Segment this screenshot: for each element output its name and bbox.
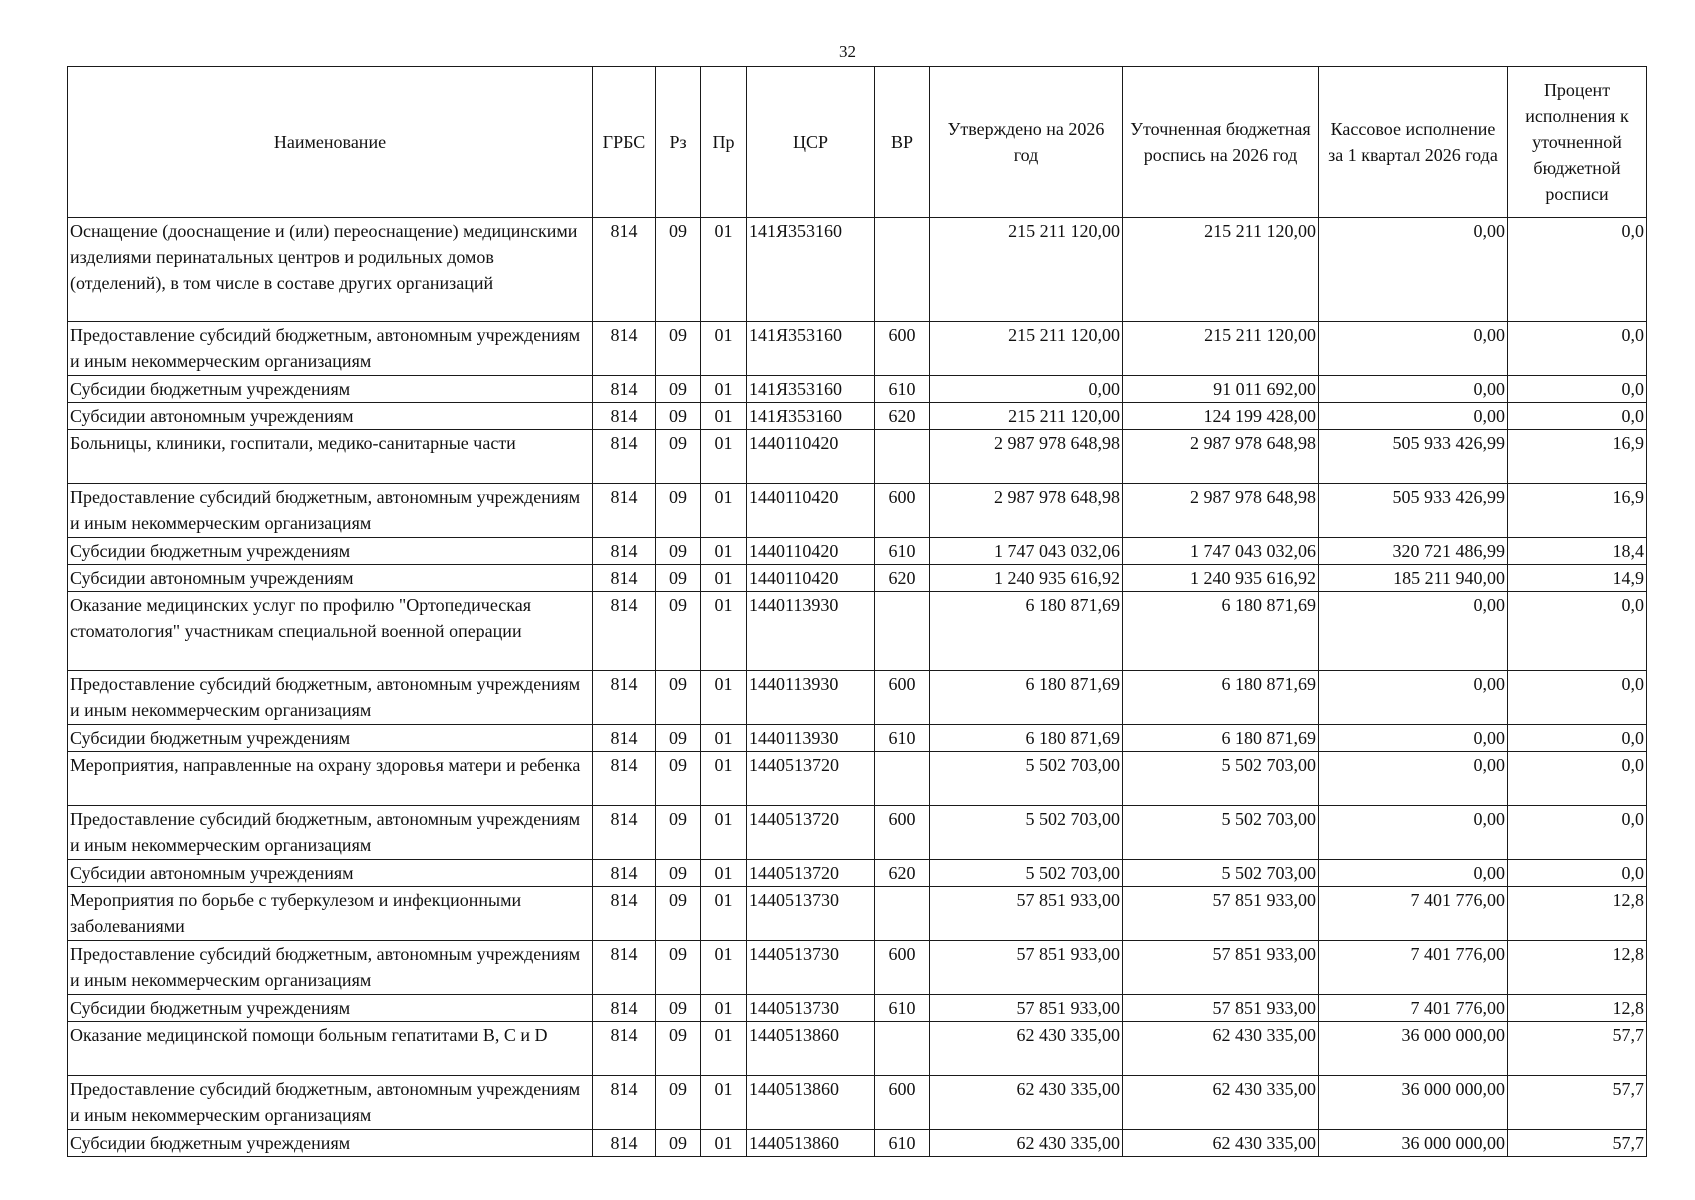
cell-csr: 141Я353160: [747, 403, 875, 430]
cell-csr: 1440113930: [747, 725, 875, 752]
cell-grbs: 814: [593, 592, 656, 671]
cell-csr: 1440513720: [747, 860, 875, 887]
cell-name: Субсидии бюджетным учреждениям: [68, 538, 593, 565]
cell-cash-execution: 36 000 000,00: [1319, 1022, 1508, 1076]
cell-csr: 1440513730: [747, 995, 875, 1022]
table-row: [68, 1022, 1647, 1076]
cell-csr: 1440110420: [747, 565, 875, 592]
cell-vr: [875, 1022, 930, 1076]
cell-refined: 62 430 335,00: [1123, 1022, 1319, 1076]
table-row: [68, 725, 1647, 752]
table-row: [68, 430, 1647, 484]
cell-pr: 01: [701, 538, 747, 565]
cell-percent: 0,0: [1508, 860, 1647, 887]
cell-cash-execution: 505 933 426,99: [1319, 484, 1508, 538]
cell-name: Оказание медицинской помощи больным гепатитами B, C и D: [68, 1022, 593, 1076]
cell-name: Оказание медицинских услуг по профилю "Ортопедическая стоматология" участникам специальной военной операции: [68, 592, 593, 671]
cell-percent: 0,0: [1508, 322, 1647, 376]
cell-percent: 12,8: [1508, 995, 1647, 1022]
cell-cash-execution: 7 401 776,00: [1319, 887, 1508, 941]
cell-name: Предоставление субсидий бюджетным, автономным учреждениям и иным некоммерческим организациям: [68, 322, 593, 376]
cell-rz: 09: [656, 403, 701, 430]
cell-cash-execution: 0,00: [1319, 671, 1508, 725]
cell-approved: 2 987 978 648,98: [930, 430, 1123, 484]
cell-grbs: 814: [593, 1022, 656, 1076]
cell-vr: 610: [875, 538, 930, 565]
cell-name: Предоставление субсидий бюджетным, автономным учреждениям и иным некоммерческим организациям: [68, 671, 593, 725]
cell-pr: 01: [701, 1076, 747, 1130]
col-header-vr: ВР: [875, 67, 930, 218]
cell-vr: 600: [875, 941, 930, 995]
table-row: [68, 1130, 1647, 1157]
cell-cash-execution: 36 000 000,00: [1319, 1130, 1508, 1157]
cell-percent: 0,0: [1508, 725, 1647, 752]
cell-grbs: 814: [593, 860, 656, 887]
cell-percent: 12,8: [1508, 887, 1647, 941]
cell-pr: 01: [701, 592, 747, 671]
cell-percent: 0,0: [1508, 671, 1647, 725]
col-header-name: Наименование: [68, 67, 593, 218]
cell-cash-execution: 7 401 776,00: [1319, 995, 1508, 1022]
cell-pr: 01: [701, 752, 747, 806]
cell-grbs: 814: [593, 806, 656, 860]
cell-cash-execution: 0,00: [1319, 322, 1508, 376]
cell-rz: 09: [656, 322, 701, 376]
cell-refined: 62 430 335,00: [1123, 1130, 1319, 1157]
cell-rz: 09: [656, 565, 701, 592]
cell-approved: 57 851 933,00: [930, 995, 1123, 1022]
cell-percent: 0,0: [1508, 218, 1647, 322]
col-header-pr: Пр: [701, 67, 747, 218]
table-row: [68, 995, 1647, 1022]
cell-csr: 141Я353160: [747, 322, 875, 376]
cell-csr: 141Я353160: [747, 376, 875, 403]
table-body: [68, 218, 1647, 1157]
table-row: [68, 322, 1647, 376]
cell-vr: 600: [875, 484, 930, 538]
cell-refined: 62 430 335,00: [1123, 1076, 1319, 1130]
cell-percent: 16,9: [1508, 430, 1647, 484]
cell-percent: 57,7: [1508, 1022, 1647, 1076]
cell-vr: 600: [875, 1076, 930, 1130]
cell-rz: 09: [656, 671, 701, 725]
table-row: [68, 1076, 1647, 1130]
cell-pr: 01: [701, 1130, 747, 1157]
cell-grbs: 814: [593, 218, 656, 322]
cell-percent: 0,0: [1508, 403, 1647, 430]
table-row: [68, 806, 1647, 860]
cell-csr: 1440110420: [747, 484, 875, 538]
cell-grbs: 814: [593, 403, 656, 430]
cell-grbs: 814: [593, 887, 656, 941]
cell-rz: 09: [656, 995, 701, 1022]
cell-refined: 6 180 871,69: [1123, 592, 1319, 671]
cell-pr: 01: [701, 484, 747, 538]
cell-approved: 57 851 933,00: [930, 941, 1123, 995]
cell-refined: 6 180 871,69: [1123, 725, 1319, 752]
col-header-approved: Утверждено на 2026 год: [930, 67, 1123, 218]
cell-grbs: 814: [593, 376, 656, 403]
cell-csr: 1440513730: [747, 887, 875, 941]
cell-csr: 1440513860: [747, 1022, 875, 1076]
cell-csr: 1440513720: [747, 752, 875, 806]
cell-pr: 01: [701, 403, 747, 430]
cell-vr: 610: [875, 995, 930, 1022]
table-row: [68, 592, 1647, 671]
cell-grbs: 814: [593, 725, 656, 752]
cell-rz: 09: [656, 1076, 701, 1130]
cell-percent: 0,0: [1508, 592, 1647, 671]
cell-approved: 1 747 043 032,06: [930, 538, 1123, 565]
cell-vr: [875, 887, 930, 941]
cell-pr: 01: [701, 565, 747, 592]
cell-name: Предоставление субсидий бюджетным, автономным учреждениям и иным некоммерческим организациям: [68, 806, 593, 860]
cell-refined: 1 747 043 032,06: [1123, 538, 1319, 565]
cell-grbs: 814: [593, 430, 656, 484]
cell-csr: 1440113930: [747, 671, 875, 725]
col-header-rz: Рз: [656, 67, 701, 218]
cell-name: Оснащение (дооснащение и (или) переоснащение) медицинскими изделиями перинатальных центров и родильных домов (отделений), в том числе в составе других организаций: [68, 218, 593, 322]
cell-cash-execution: 505 933 426,99: [1319, 430, 1508, 484]
cell-approved: 62 430 335,00: [930, 1022, 1123, 1076]
cell-grbs: 814: [593, 752, 656, 806]
cell-percent: 14,9: [1508, 565, 1647, 592]
cell-approved: 5 502 703,00: [930, 860, 1123, 887]
cell-cash-execution: 0,00: [1319, 592, 1508, 671]
budget-execution-table: [67, 66, 1647, 1157]
cell-name: Субсидии бюджетным учреждениям: [68, 995, 593, 1022]
cell-rz: 09: [656, 806, 701, 860]
cell-pr: 01: [701, 376, 747, 403]
cell-percent: 57,7: [1508, 1130, 1647, 1157]
cell-vr: 610: [875, 1130, 930, 1157]
cell-grbs: 814: [593, 941, 656, 995]
cell-percent: 16,9: [1508, 484, 1647, 538]
cell-rz: 09: [656, 752, 701, 806]
cell-vr: [875, 752, 930, 806]
cell-approved: 62 430 335,00: [930, 1076, 1123, 1130]
cell-approved: 5 502 703,00: [930, 752, 1123, 806]
cell-cash-execution: 7 401 776,00: [1319, 941, 1508, 995]
cell-refined: 215 211 120,00: [1123, 218, 1319, 322]
cell-cash-execution: 320 721 486,99: [1319, 538, 1508, 565]
cell-grbs: 814: [593, 322, 656, 376]
cell-cash-execution: 0,00: [1319, 806, 1508, 860]
cell-approved: 2 987 978 648,98: [930, 484, 1123, 538]
table-row: [68, 941, 1647, 995]
cell-rz: 09: [656, 538, 701, 565]
page-number: 32: [839, 42, 856, 61]
cell-vr: 620: [875, 860, 930, 887]
cell-rz: 09: [656, 376, 701, 403]
cell-csr: 1440513860: [747, 1130, 875, 1157]
cell-approved: 215 211 120,00: [930, 322, 1123, 376]
cell-vr: 600: [875, 322, 930, 376]
cell-approved: 62 430 335,00: [930, 1130, 1123, 1157]
table-header-row: [68, 67, 1647, 218]
cell-vr: [875, 592, 930, 671]
cell-name: Больницы, клиники, госпитали, медико-санитарные части: [68, 430, 593, 484]
cell-pr: 01: [701, 806, 747, 860]
cell-pr: 01: [701, 995, 747, 1022]
table-row: [68, 376, 1647, 403]
cell-refined: 57 851 933,00: [1123, 887, 1319, 941]
cell-name: Субсидии бюджетным учреждениям: [68, 376, 593, 403]
cell-cash-execution: 36 000 000,00: [1319, 1076, 1508, 1130]
cell-rz: 09: [656, 430, 701, 484]
cell-refined: 91 011 692,00: [1123, 376, 1319, 403]
cell-name: Субсидии бюджетным учреждениям: [68, 1130, 593, 1157]
cell-grbs: 814: [593, 995, 656, 1022]
cell-rz: 09: [656, 725, 701, 752]
cell-pr: 01: [701, 218, 747, 322]
table-row: [68, 218, 1647, 322]
cell-cash-execution: 0,00: [1319, 403, 1508, 430]
cell-approved: 1 240 935 616,92: [930, 565, 1123, 592]
cell-cash-execution: 0,00: [1319, 752, 1508, 806]
cell-refined: 2 987 978 648,98: [1123, 430, 1319, 484]
cell-pr: 01: [701, 430, 747, 484]
cell-approved: 6 180 871,69: [930, 671, 1123, 725]
cell-rz: 09: [656, 484, 701, 538]
col-header-percent: Процент исполнения к уточненной бюджетной росписи: [1508, 67, 1647, 218]
cell-cash-execution: 0,00: [1319, 376, 1508, 403]
cell-name: Предоставление субсидий бюджетным, автономным учреждениям и иным некоммерческим организациям: [68, 941, 593, 995]
cell-rz: 09: [656, 1130, 701, 1157]
cell-approved: 5 502 703,00: [930, 806, 1123, 860]
cell-vr: 610: [875, 376, 930, 403]
cell-name: Предоставление субсидий бюджетным, автономным учреждениям и иным некоммерческим организациям: [68, 1076, 593, 1130]
cell-grbs: 814: [593, 484, 656, 538]
cell-cash-execution: 0,00: [1319, 218, 1508, 322]
cell-pr: 01: [701, 1022, 747, 1076]
cell-name: Мероприятия, направленные на охрану здоровья матери и ребенка: [68, 752, 593, 806]
cell-approved: 215 211 120,00: [930, 403, 1123, 430]
cell-grbs: 814: [593, 671, 656, 725]
cell-refined: 1 240 935 616,92: [1123, 565, 1319, 592]
table-row: [68, 538, 1647, 565]
cell-pr: 01: [701, 860, 747, 887]
col-header-cash-execution: Кассовое исполнение за 1 квартал 2026 года: [1319, 67, 1508, 218]
cell-percent: 0,0: [1508, 752, 1647, 806]
table-row: [68, 887, 1647, 941]
cell-name: Субсидии автономным учреждениям: [68, 403, 593, 430]
table-row: [68, 565, 1647, 592]
cell-approved: 6 180 871,69: [930, 725, 1123, 752]
cell-approved: 6 180 871,69: [930, 592, 1123, 671]
cell-grbs: 814: [593, 538, 656, 565]
cell-vr: [875, 218, 930, 322]
cell-cash-execution: 0,00: [1319, 860, 1508, 887]
table-row: [68, 671, 1647, 725]
cell-vr: 620: [875, 565, 930, 592]
cell-approved: 215 211 120,00: [930, 218, 1123, 322]
cell-refined: 57 851 933,00: [1123, 995, 1319, 1022]
cell-pr: 01: [701, 671, 747, 725]
cell-refined: 2 987 978 648,98: [1123, 484, 1319, 538]
cell-refined: 5 502 703,00: [1123, 806, 1319, 860]
cell-name: Мероприятия по борьбе с туберкулезом и инфекционными заболеваниями: [68, 887, 593, 941]
cell-vr: 610: [875, 725, 930, 752]
cell-refined: 5 502 703,00: [1123, 752, 1319, 806]
cell-refined: 124 199 428,00: [1123, 403, 1319, 430]
cell-csr: 1440513730: [747, 941, 875, 995]
table-row: [68, 484, 1647, 538]
cell-approved: 0,00: [930, 376, 1123, 403]
cell-percent: 12,8: [1508, 941, 1647, 995]
cell-refined: 215 211 120,00: [1123, 322, 1319, 376]
cell-vr: 600: [875, 671, 930, 725]
col-header-csr: ЦСР: [747, 67, 875, 218]
cell-csr: 1440110420: [747, 430, 875, 484]
cell-approved: 57 851 933,00: [930, 887, 1123, 941]
cell-rz: 09: [656, 860, 701, 887]
cell-pr: 01: [701, 322, 747, 376]
table-row: [68, 860, 1647, 887]
cell-rz: 09: [656, 887, 701, 941]
cell-rz: 09: [656, 941, 701, 995]
table-row: [68, 752, 1647, 806]
cell-grbs: 814: [593, 565, 656, 592]
cell-rz: 09: [656, 218, 701, 322]
cell-csr: 1440513720: [747, 806, 875, 860]
cell-vr: 620: [875, 403, 930, 430]
cell-csr: 141Я353160: [747, 218, 875, 322]
cell-vr: 600: [875, 806, 930, 860]
cell-percent: 57,7: [1508, 1076, 1647, 1130]
cell-vr: [875, 430, 930, 484]
cell-cash-execution: 0,00: [1319, 725, 1508, 752]
cell-percent: 0,0: [1508, 806, 1647, 860]
cell-csr: 1440110420: [747, 538, 875, 565]
cell-percent: 0,0: [1508, 376, 1647, 403]
col-header-refined: Уточненная бюджетная роспись на 2026 год: [1123, 67, 1319, 218]
cell-refined: 57 851 933,00: [1123, 941, 1319, 995]
cell-csr: 1440113930: [747, 592, 875, 671]
cell-cash-execution: 185 211 940,00: [1319, 565, 1508, 592]
cell-name: Предоставление субсидий бюджетным, автономным учреждениям и иным некоммерческим организациям: [68, 484, 593, 538]
cell-rz: 09: [656, 1022, 701, 1076]
cell-grbs: 814: [593, 1076, 656, 1130]
cell-name: Субсидии автономным учреждениям: [68, 860, 593, 887]
cell-rz: 09: [656, 592, 701, 671]
cell-csr: 1440513860: [747, 1076, 875, 1130]
table-row: [68, 403, 1647, 430]
cell-pr: 01: [701, 725, 747, 752]
cell-refined: 6 180 871,69: [1123, 671, 1319, 725]
cell-refined: 5 502 703,00: [1123, 860, 1319, 887]
cell-name: Субсидии бюджетным учреждениям: [68, 725, 593, 752]
cell-pr: 01: [701, 941, 747, 995]
col-header-grbs: ГРБС: [593, 67, 656, 218]
cell-grbs: 814: [593, 1130, 656, 1157]
cell-percent: 18,4: [1508, 538, 1647, 565]
cell-pr: 01: [701, 887, 747, 941]
cell-name: Субсидии автономным учреждениям: [68, 565, 593, 592]
